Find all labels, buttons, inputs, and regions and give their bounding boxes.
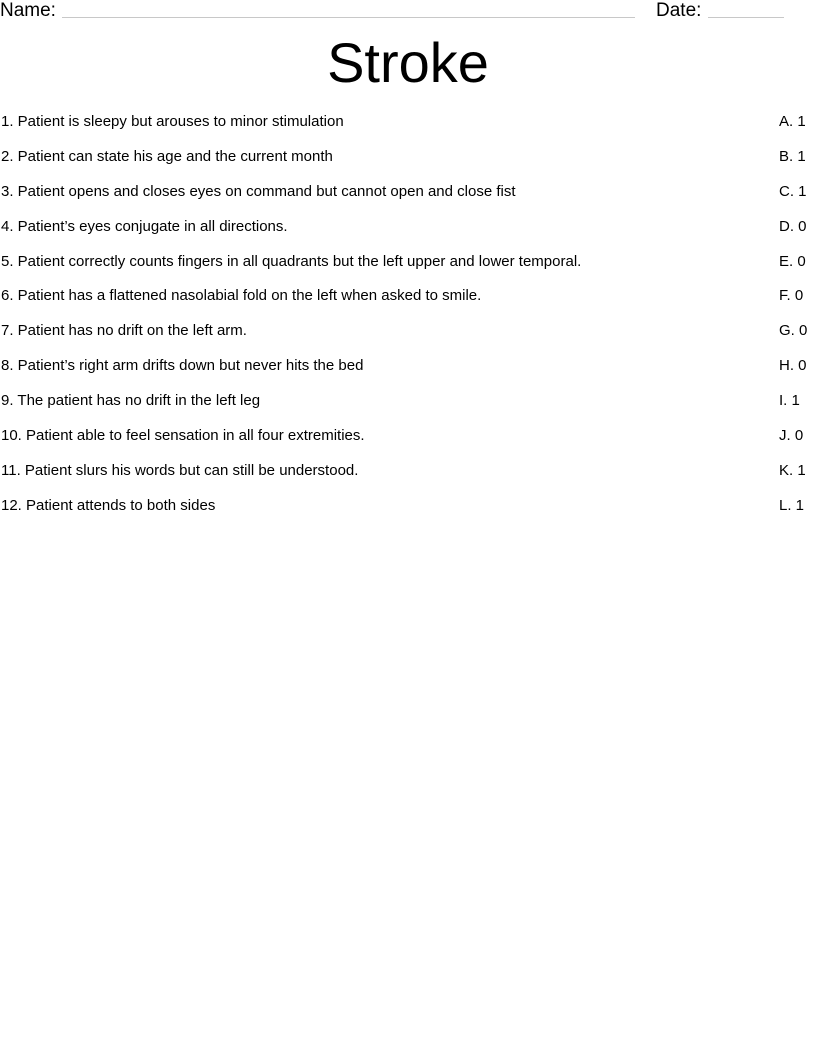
clue-list [0, 111, 816, 530]
name-label: Name: [0, 0, 56, 21]
clue-text: 4. Patient’s eyes conjugate in all directions. [1, 217, 288, 235]
date-label: Date: [656, 0, 702, 21]
answer-text: B. 1 [779, 147, 806, 165]
list-item [0, 460, 816, 495]
date-blank-line [708, 17, 784, 18]
clue-text: 3. Patient opens and closes eyes on command but cannot open and close fist [1, 182, 516, 200]
clue-text: 7. Patient has no drift on the left arm. [1, 322, 247, 340]
list-item [0, 216, 816, 251]
answer-text: L. 1 [779, 496, 805, 514]
answer-text: I. 1 [779, 392, 800, 410]
list-item [0, 285, 816, 320]
list-item [0, 251, 816, 286]
list-item [0, 320, 816, 355]
answer-text: K. 1 [779, 461, 806, 479]
answer-text: G. 0 [779, 322, 808, 340]
clue-text: 2. Patient can state his age and the current month [1, 147, 333, 165]
clue-text: 1. Patient is sleepy but arouses to minor stimulation [1, 113, 344, 130]
answer-text: F. 0 [779, 287, 804, 305]
clue-text: 10. Patient able to feel sensation in all four extremities. [1, 427, 365, 445]
clue-text: 12. Patient attends to both sides [1, 496, 216, 514]
page-title: Stroke [327, 31, 489, 94]
answer-text: J. 0 [779, 427, 804, 445]
list-item [0, 425, 816, 460]
clue-text: 11. Patient slurs his words but can still be understood. [1, 461, 359, 479]
list-item [0, 495, 816, 530]
answer-text: D. 0 [779, 217, 807, 235]
answer-text: A. 1 [779, 113, 806, 130]
list-item [0, 111, 816, 146]
list-item [0, 390, 816, 425]
list-item [0, 181, 816, 216]
clue-text: 9. The patient has no drift in the left leg [1, 392, 261, 410]
name-blank-line [62, 17, 635, 18]
clue-text: 8. Patient’s right arm drifts down but never hits the bed [1, 357, 364, 375]
clue-text: 5. Patient correctly counts fingers in all quadrants but the left upper and lower temporal. [1, 252, 582, 270]
answer-text: C. 1 [779, 182, 807, 200]
clue-text: 6. Patient has a flattened nasolabial fold on the left when asked to smile. [1, 287, 482, 305]
answer-text: E. 0 [779, 252, 806, 270]
answer-text: H. 0 [779, 357, 807, 375]
list-item [0, 146, 816, 181]
list-item [0, 355, 816, 390]
